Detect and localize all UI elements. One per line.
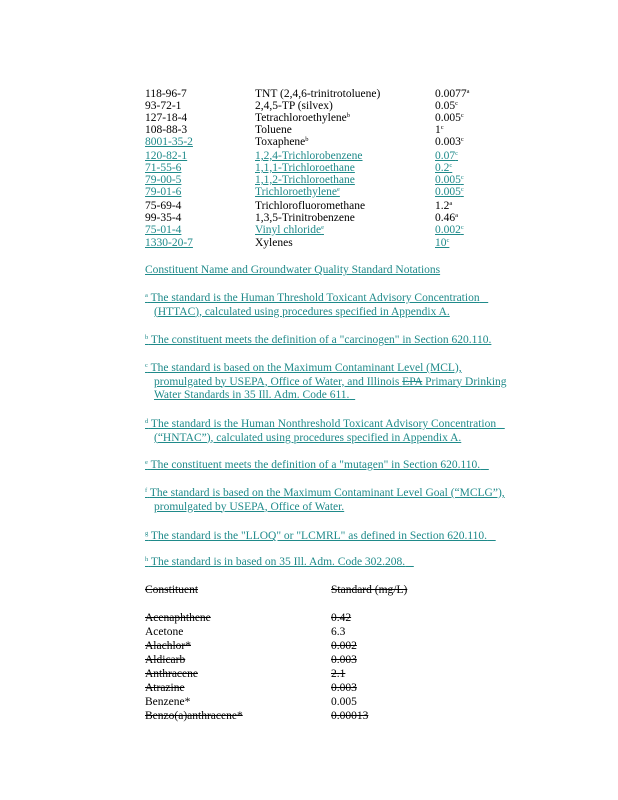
table-row: [145, 88, 485, 100]
cas-number: 127-18-4: [145, 112, 188, 124]
standard-value: 0.0077$^a$: [435, 88, 470, 100]
cas-number: 93-72-1: [145, 100, 182, 112]
footnote-b: $^b$ The constituent meets the definition of a "carcinogen" in Section 620.110.: [145, 334, 492, 346]
table-row: [145, 174, 485, 186]
table-row: [145, 100, 485, 112]
constituent-name: Vinyl chloride$^e$: [255, 224, 324, 236]
standard-value: 0.002$^c$: [435, 224, 464, 236]
constituent-name: Trichloroethylene$^e$: [255, 186, 340, 198]
cas-number: 71-55-6: [145, 162, 182, 174]
constituent-name: Atrazine: [145, 682, 185, 694]
table-row: [145, 136, 485, 148]
footnote-h: $^h$ The standard is in based on 35 Ill. Adm. Code 302.208.: [145, 556, 406, 568]
footnote-f: $^f$ The standard is based on the Maximum Contaminant Level Goal (“MCLG”), promulgated by USEPA, Office of Water.: [145, 487, 505, 513]
cas-number: 79-01-6: [145, 186, 182, 198]
cas-number: 1330-20-7: [145, 237, 193, 249]
constituent-name: 1,2,4-Trichlorobenzene: [255, 150, 363, 162]
standard-value: 0.005$^c$: [435, 112, 464, 124]
constituent-name: Anthracene: [145, 668, 198, 680]
cas-number: 118-96-7: [145, 88, 187, 100]
table-row: [145, 186, 485, 198]
footnote-d: $^d$ The standard is the Human Nonthreshold Toxicant Advisory Concentration (“HNTAC”), calculated using procedures specified in Appendix A.: [145, 418, 497, 444]
constituent-name: Benzene*: [145, 696, 191, 708]
standard-value: 0.005$^c$: [435, 186, 464, 198]
table-row: [145, 212, 485, 224]
constituent-name: Acenaphthene: [145, 612, 211, 624]
standard-value: 1.2$^a$: [435, 200, 453, 212]
constituent-name: Alachlor*: [145, 640, 191, 652]
constituent-name: Toluene: [255, 124, 292, 136]
constituent-name: Trichlorofluoromethane: [255, 200, 366, 212]
constituent-name: Aldicarb: [145, 654, 186, 666]
footnote-c: $^c$ The standard is based on the Maximum Contaminant Level (MCL), promulgated by USEPA, Office of Water, and Illinois EPA Primary Drinking Water Standards in 35 Ill. Adm. Code 611.: [145, 362, 507, 401]
table-row: [145, 162, 485, 174]
standard-value: 0.07$^c$: [435, 150, 459, 162]
constituent-name: 1,1,1-Trichloroethane: [255, 162, 355, 174]
table-row: [145, 112, 485, 124]
column-header-constituent: Constituent: [145, 584, 199, 596]
constituent-name: Toxaphene$^b$: [255, 136, 309, 148]
standard-value: 0.42: [331, 612, 352, 624]
standard-value: 1$^c$: [435, 124, 444, 136]
table-row: [145, 124, 485, 136]
constituent-name: Tetrachloroethylene$^b$: [255, 112, 351, 124]
footnote-a: $^a$ The standard is the Human Threshold Toxicant Advisory Concentration (HTTAC), calculated using procedures specified in Appendix A.: [145, 292, 480, 318]
cas-number: 79-00-5: [145, 174, 182, 186]
standard-value: 0.003: [331, 682, 357, 694]
constituent-name: Xylenes: [255, 237, 293, 249]
notations-heading: Constituent Name and Groundwater Quality Standard Notations: [145, 264, 441, 276]
table-row: [145, 200, 485, 212]
table-row: [145, 237, 485, 249]
table-row: [145, 150, 485, 162]
cas-number: 75-69-4: [145, 200, 182, 212]
standard-value: 0.46$^a$: [435, 212, 459, 224]
cas-number: 108-88-3: [145, 124, 188, 136]
constituent-name: 1,1,2-Trichloroethane: [255, 174, 355, 186]
standard-value: 0.005: [331, 696, 357, 708]
standard-value: 0.003: [331, 654, 357, 666]
constituent-name: Benzo(a)anthracene*: [145, 710, 243, 722]
standard-value: 0.2$^c$: [435, 162, 453, 174]
standard-value: 0.003$^c$: [435, 136, 464, 148]
standard-value: 0.005$^c$: [435, 174, 464, 186]
cas-number: 120-82-1: [145, 150, 188, 162]
standard-value: 2.1: [331, 668, 346, 680]
constituent-name: TNT (2,4,6-trinitrotoluene): [255, 88, 381, 100]
footnote-e: $^e$ The constituent meets the definition of a "mutagen" in Section 620.110.: [145, 459, 481, 471]
column-header-standard: Standard (mg/L): [331, 584, 408, 596]
standard-value: 0.00013: [331, 710, 369, 722]
table-row: [145, 224, 485, 236]
cas-number: 99-35-4: [145, 212, 182, 224]
standard-value: 0.002: [331, 640, 357, 652]
footnote-g: $^g$ The standard is the "LLOQ" or "LCMRL" as defined in Section 620.110.: [145, 530, 488, 542]
constituent-name: Acetone: [145, 626, 184, 638]
standard-value: 6.3: [331, 626, 346, 638]
standard-value: 0.05$^c$: [435, 100, 459, 112]
constituent-name: 2,4,5-TP (silvex): [255, 100, 333, 112]
cas-number: 75-01-4: [145, 224, 182, 236]
constituent-name: 1,3,5-Trinitrobenzene: [255, 212, 355, 224]
standard-value: 10$^c$: [435, 237, 450, 249]
cas-number: 8001-35-2: [145, 136, 193, 148]
